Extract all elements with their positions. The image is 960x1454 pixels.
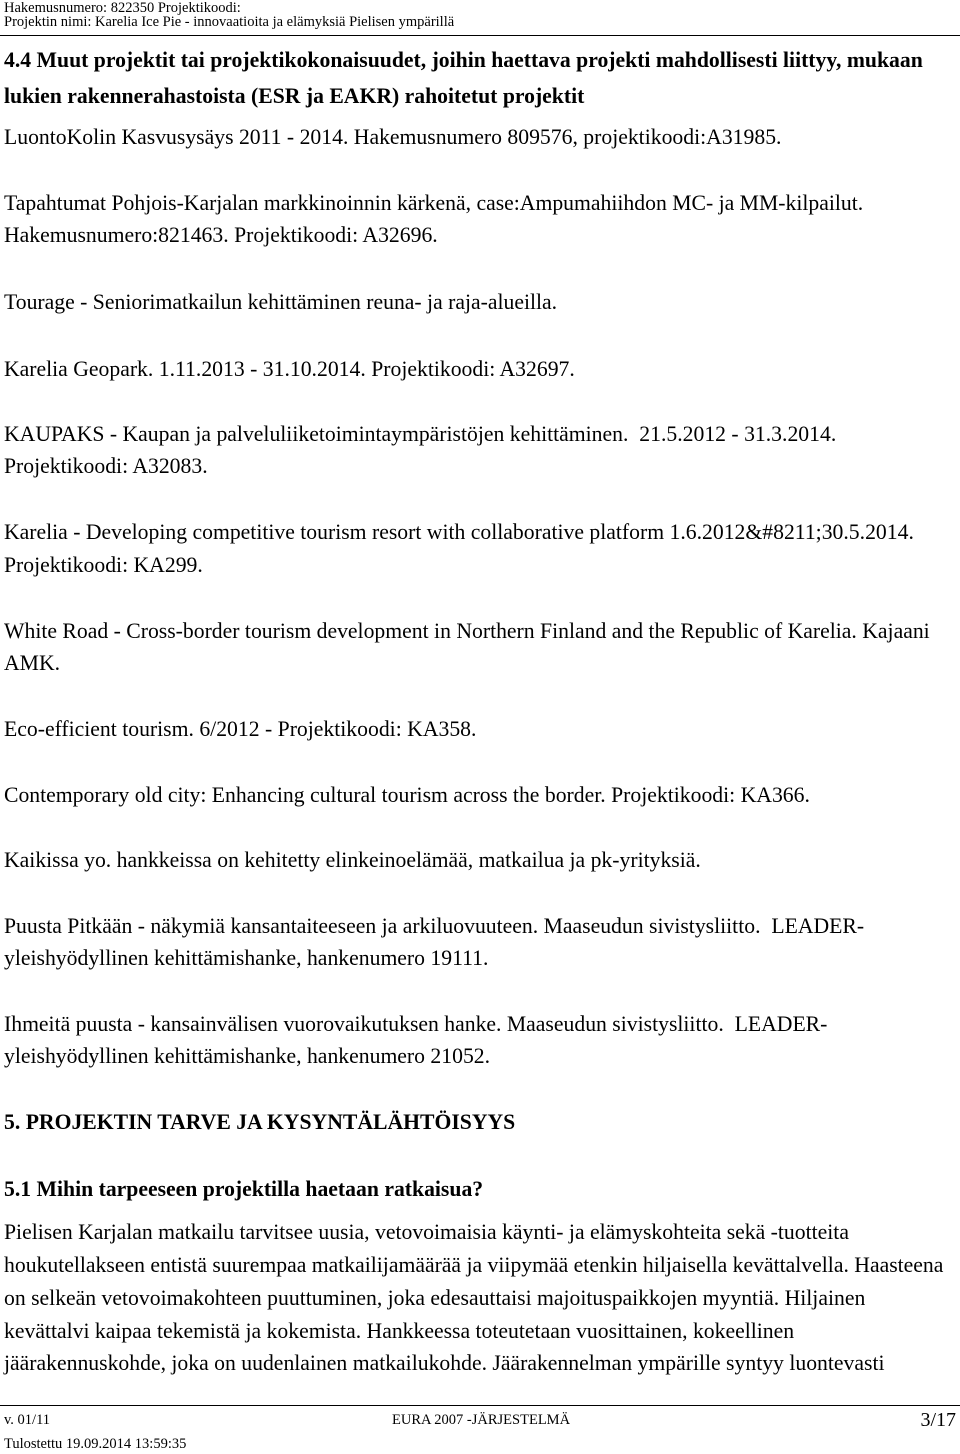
header-divider (0, 35, 960, 36)
project-item-line: Projektikoodi: KA299. (4, 553, 203, 577)
project-item-line: Tapahtumat Pohjois-Karjalan markkinoinnin kärkenä, case:Ampumahiihdon MC- ja MM-kilpailut. (4, 191, 864, 215)
header-project-name: Projektin nimi: Karelia Ice Pie - innovaatioita ja elämyksiä Pielisen ympärillä (4, 14, 455, 30)
footer-divider (0, 1405, 960, 1406)
project-item-line: yleishyödyllinen kehittämishanke, hankenumero 21052. (4, 1044, 491, 1068)
project-item-line: AMK. (4, 651, 61, 675)
footer-system-name: EURA 2007 -JÄRJESTELMÄ (392, 1412, 571, 1428)
footer-printed-timestamp: Tulostettu 19.09.2014 13:59:35 (4, 1436, 187, 1452)
project-summary-line: Kaikissa yo. hankkeissa on kehitetty elinkeinoelämää, matkailua ja pk-yrityksiä. (4, 848, 701, 872)
body-text-line: kevättalvi kaipaa tekemistä ja kokemista. Hankkeessa toteutetaan vuosittainen, kokeellinen (4, 1319, 795, 1343)
body-text-line: on selkeän vetovoimakohteen puuttuminen, joka edesauttaisi majoituspaikkojen myyntiä. Hiljainen (4, 1286, 866, 1310)
project-item-line: KAUPAKS - Kaupan ja palveluliiketoimintaympäristöjen kehittäminen. 21.5.2012 - 31.3.2014. (4, 422, 837, 446)
footer-version: v. 01/11 (4, 1412, 51, 1428)
body-text-line: houkutellakseen entistä suurempaa matkailijamäärää ja viipymää etenkin hiljaisella kevättalvella. Haasteena (4, 1253, 944, 1277)
project-item-line: Projektikoodi: A32083. (4, 454, 208, 478)
project-item-line: LuontoKolin Kasvusysäys 2011 - 2014. Hakemusnumero 809576, projektikoodi:A31985. (4, 125, 782, 149)
section-4-4-heading-line-1: 4.4 Muut projektit tai projektikokonaisuudet, joihin haettava projekti mahdollisesti liittyy, mukaan (4, 48, 923, 72)
body-text-line: jäärakennuskohde, joka on uudenlainen matkailukohde. Jäärakennelman ympärille syntyy luontevasti (4, 1351, 885, 1375)
project-item-line: Puusta Pitkään - näkymiä kansantaiteeseen ja arkiluovuuteen. Maaseudun sivistysliitto. LEADER- (4, 914, 865, 938)
section-5-heading: 5. PROJEKTIN TARVE JA KYSYNTÄLÄHTÖISYYS (4, 1110, 516, 1134)
project-item-line: Karelia Geopark. 1.11.2013 - 31.10.2014. Projektikoodi: A32697. (4, 357, 575, 381)
section-4-4-heading-line-2: lukien rakennerahastoista (ESR ja EAKR) rahoitetut projektit (4, 84, 585, 108)
project-item-line: Hakemusnumero:821463. Projektikoodi: A32696. (4, 223, 438, 247)
header-application-number: Hakemusnumero: 822350 Projektikoodi: (4, 0, 241, 16)
project-item-line: White Road - Cross-border tourism development in Northern Finland and the Republic of Karelia. Kajaani (4, 619, 930, 643)
section-5-1-heading: 5.1 Mihin tarpeeseen projektilla haetaan ratkaisua? (4, 1177, 484, 1201)
project-item-line: Eco-efficient tourism. 6/2012 - Projektikoodi: KA358. (4, 717, 477, 741)
project-item-line: Karelia - Developing competitive tourism resort with collaborative platform 1.6.2012&#8211;30.5.2014. (4, 520, 914, 544)
body-text-line: Pielisen Karjalan matkailu tarvitsee uusia, vetovoimaisia käynti- ja elämyskohteita sekä -tuotteita (4, 1220, 849, 1244)
footer-page-number: 3/17 (920, 1409, 956, 1431)
project-item-line: yleishyödyllinen kehittämishanke, hankenumero 19111. (4, 946, 489, 970)
project-item-line: Contemporary old city: Enhancing cultural tourism across the border. Projektikoodi: KA366. (4, 783, 810, 807)
project-item-line: Tourage - Seniorimatkailun kehittäminen reuna- ja raja-alueilla. (4, 290, 558, 314)
project-item-line: Ihmeitä puusta - kansainvälisen vuorovaikutuksen hanke. Maaseudun sivistysliitto. LEADER- (4, 1012, 828, 1036)
